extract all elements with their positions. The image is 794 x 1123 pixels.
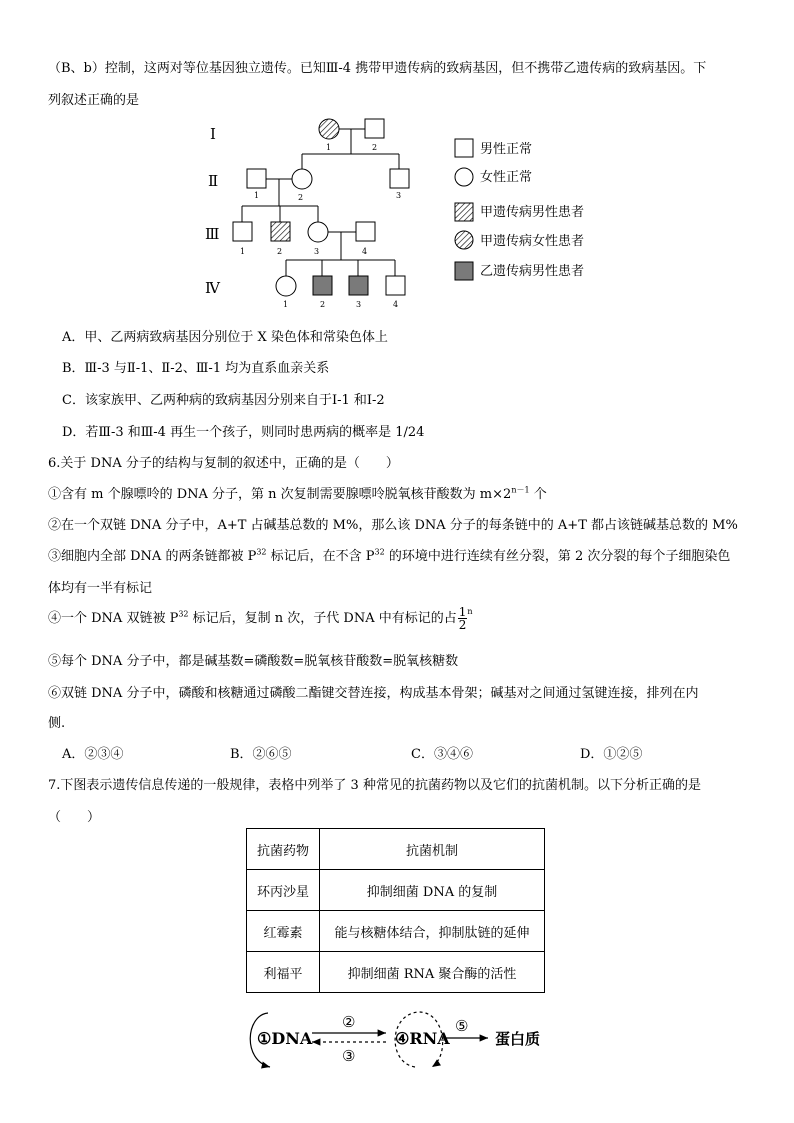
table-cell: 利福平 (247, 952, 320, 993)
q5-intro-line1: （B、b）控制，这两对等位基因独立遗传。已知Ⅲ-4 携带甲遗传病的致病基因，但不携带乙遗传病的致病基因。下 (48, 61, 707, 76)
ii3-male-normal (390, 169, 409, 188)
num-ii3: 3 (396, 191, 402, 200)
table-row (247, 870, 545, 911)
q7-paren: （ ） (48, 810, 101, 825)
q6-choice-d: D．①②⑤ (580, 747, 643, 762)
legend-male-a-icon (455, 203, 473, 221)
gen-label-3: Ⅲ (205, 225, 220, 243)
q6-choice-b: B．②⑥⑤ (230, 747, 292, 762)
rna-label: ④RNA (395, 1029, 450, 1048)
fraction: $\frac{1}{2}$ (458, 605, 467, 632)
num-iv2: 2 (320, 300, 326, 309)
table-cell: 抑制细菌 DNA 的复制 (320, 870, 545, 911)
legend-female-normal: 女性正常 (480, 170, 533, 185)
q6-statement-1: ①含有 m 个腺嘌呤的 DNA 分子，第 n 次复制需要腺嘌呤脱氧核苷酸数为 $m\times 2^{n-1}$ 个 (48, 485, 547, 502)
central-dogma-diagram (240, 1005, 560, 1075)
q6-statement-3: ③细胞内全部 DNA 的两条链都被 $P^{32}$ 标记后，在不含 $P^{32}$ 的环境中进行连续有丝分裂，第 2 次分裂的每个子细胞染色 (48, 547, 731, 564)
antibiotic-table (246, 828, 545, 993)
q5-option-d: D．若Ⅲ-3 和Ⅲ-4 再生一个孩子，则同时患两病的概率是 1/24 (62, 425, 425, 440)
num-iii2: 2 (277, 247, 283, 256)
protein-label: 蛋白质 (495, 1030, 541, 1048)
table-cell: 红霉素 (247, 911, 320, 952)
arrow-2-label: ② (342, 1013, 356, 1031)
legend-female-a: 甲遗传病女性患者 (480, 234, 585, 249)
q6-statement-6: ⑥双链 DNA 分子中，磷酸和核糖通过磷酸二酯键交替连接，构成基本骨架；碱基对之间通过氢键连接，排列在内 (48, 686, 699, 701)
table-header-row (247, 829, 545, 870)
q5-option-b: B．Ⅲ-3 与Ⅱ-1、Ⅱ-2、Ⅲ-1 均为直系血亲关系 (62, 361, 330, 376)
num-iv4: 4 (393, 300, 399, 309)
legend-female-a-icon (455, 231, 473, 249)
q5-intro-line2: 列叙述正确的是 (48, 93, 140, 108)
num-iii4: 4 (362, 247, 368, 256)
num-iii3: 3 (314, 247, 320, 256)
i1-female-affected-a (319, 119, 339, 139)
iii3-female-normal (308, 222, 328, 242)
q6-choice-a: A．②③④ (62, 747, 124, 762)
iv1-female-normal (276, 276, 296, 296)
table-header-cell: 抗菌药物 (247, 829, 320, 870)
legend-female-normal-icon (455, 168, 473, 186)
iv3-male-affected-b (349, 276, 368, 295)
q6-statement-2: ②在一个双链 DNA 分子中，A+T 占碱基总数的 M%，那么该 DNA 分子的每条链中的 A+T 都占该链碱基总数的 M% (48, 518, 738, 533)
q6-statement-5: ⑤每个 DNA 分子中，都是碱基数=磷酸数=脱氧核苷酸数=脱氧核糖数 (48, 654, 459, 669)
gen-label-1: Ⅰ (210, 125, 216, 143)
legend-male-normal: 男性正常 (480, 142, 533, 157)
iii1-male-normal (233, 222, 252, 241)
legend-male-b-icon (455, 262, 473, 280)
gen-label-4: Ⅳ (205, 279, 220, 297)
num-i1: 1 (326, 143, 332, 152)
num-i2: 2 (372, 143, 378, 152)
arrow-3-label: ③ (342, 1047, 356, 1065)
table-row (247, 952, 545, 993)
legend-male-a: 甲遗传病男性患者 (480, 205, 585, 220)
q6-statement-3-cont: 体均有一半有标记 (48, 581, 153, 596)
i2-male-normal (365, 119, 384, 138)
q5-option-c: C．该家族甲、乙两种病的致病基因分别来自于Ⅰ-1 和Ⅰ-2 (62, 393, 385, 408)
table-row (247, 911, 545, 952)
table-header-cell: 抗菌机制 (320, 829, 545, 870)
table-cell: 抑制细菌 RNA 聚合酶的活性 (320, 952, 545, 993)
gen-label-2: Ⅱ (208, 172, 219, 190)
legend-male-normal-icon (455, 139, 473, 157)
num-ii2: 2 (298, 193, 304, 202)
q6-title: 6.关于 DNA 分子的结构与复制的叙述中，正确的是（ ） (48, 456, 399, 471)
pedigree-diagram (0, 110, 794, 320)
q6-statement-6-cont: 侧. (48, 716, 66, 731)
legend-male-b: 乙遗传病男性患者 (480, 264, 585, 279)
arrow-5-label: ⑤ (455, 1017, 469, 1035)
table-cell: 能与核糖体结合，抑制肽链的延伸 (320, 911, 545, 952)
table-cell: 环丙沙星 (247, 870, 320, 911)
num-iv1: 1 (283, 300, 289, 309)
dna-label: ①DNA (257, 1029, 313, 1048)
iii2-male-affected-a (271, 222, 290, 241)
iii4-male-normal (356, 222, 375, 241)
num-ii1: 1 (254, 191, 260, 200)
ii2-female-normal (292, 169, 312, 189)
q6-choice-c: C．③④⑥ (411, 747, 473, 762)
num-iv3: 3 (356, 300, 362, 309)
ii1-male-normal (247, 169, 266, 188)
q7-title: 7.下图表示遗传信息传递的一般规律，表格中列举了 3 种常见的抗菌药物以及它们的抗菌机制。以下分析正确的是 (48, 778, 701, 793)
iv2-male-affected-b (313, 276, 332, 295)
q6-statement-4: ④一个 DNA 双链被 $P^{32}$ 标记后，复制 n 次，子代 DNA 中有标记的占 $\frac{1}{2}$ $^n$ (48, 605, 473, 632)
num-iii1: 1 (240, 247, 246, 256)
iv4-male-normal (386, 276, 405, 295)
q5-option-a: A．甲、乙两病致病基因分别位于 X 染色体和常染色体上 (62, 330, 388, 345)
